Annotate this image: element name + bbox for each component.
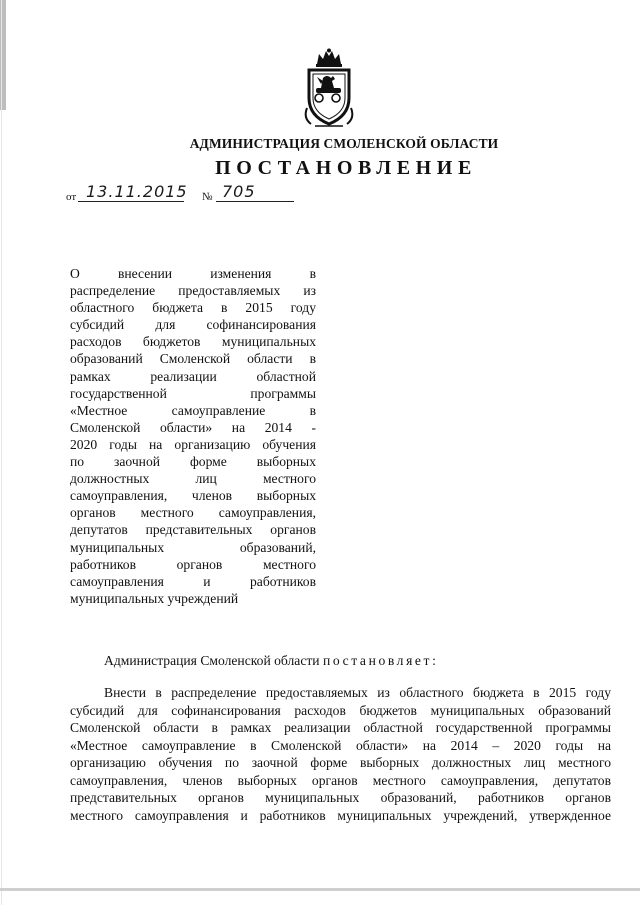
subject-line: государственной программы: [70, 385, 316, 401]
subject-line: депутатов представительных органов: [70, 522, 316, 538]
document-subject: [70, 265, 316, 607]
subject-line: «Местное самоуправление в: [70, 402, 316, 418]
body-paragraph: [70, 684, 611, 824]
subject-line: О внесении изменения в: [70, 266, 316, 281]
number-prefix: №: [202, 191, 213, 203]
subject-line: органов местного самоуправления,: [70, 505, 316, 521]
preamble-text: Администрация Смоленской области: [104, 653, 320, 668]
body-line: Внести в распределение предоставляемых из областного бюджета в 2015 году: [104, 685, 611, 700]
body-line: организацию обучения по заочной форме выборных должностных лиц местного: [70, 755, 611, 770]
subject-line: распределение предоставляемых из: [70, 283, 316, 299]
subject-line: расходов бюджетов муниципальных: [70, 334, 316, 350]
subject-line: самоуправления, членов выборных: [70, 488, 316, 504]
body-line: самоуправления, членов выборных органов местного самоуправления, депутатов: [70, 772, 611, 788]
body-line: представительных органов муниципальных образований, работников органов: [70, 790, 611, 805]
date-number-line: [66, 182, 326, 206]
subject-line: областного бюджета в 2015 году: [70, 300, 316, 316]
handwritten-date: 13.11.2015: [86, 182, 188, 201]
body-line: «Местное самоуправление в Смоленской области» на 2014 – 2020 годы на: [70, 737, 611, 753]
coat-of-arms-icon: [297, 48, 361, 130]
preamble-verb: постановляет:: [322, 653, 439, 668]
subject-line: субсидий для софинансирования: [70, 317, 316, 333]
body-line: субсидий для софинансирования расходов бюджетов муниципальных образований: [70, 702, 611, 718]
body-line: местного самоуправления и работников муниципальных учреждений, утвержденное: [70, 807, 611, 823]
subject-line: Смоленской области» на 2014 -: [70, 419, 316, 435]
scan-bottom-edge: [0, 888, 640, 891]
handwritten-number: 705: [222, 182, 256, 201]
document-type-title: ПОСТАНОВЛЕНИЕ: [215, 157, 477, 179]
subject-line: муниципальных учреждений: [70, 590, 239, 606]
body-line: Смоленской области в рамках реализации областной государственной программы: [70, 720, 611, 735]
subject-line: должностных лиц местного: [70, 471, 316, 487]
subject-line: образований Смоленской области в: [70, 351, 316, 367]
subject-line: самоуправления и работников: [70, 573, 316, 589]
preamble: [104, 653, 438, 669]
date-prefix: от: [66, 191, 77, 203]
subject-line: работников органов местного: [70, 556, 316, 572]
date-underline: [78, 201, 184, 202]
subject-line: муниципальных образований,: [70, 539, 316, 555]
organization-name: АДМИНИСТРАЦИЯ СМОЛЕНСКОЙ ОБЛАСТИ: [189, 136, 499, 151]
subject-line: рамках реализации областной: [70, 368, 316, 384]
subject-line: 2020 годы на организацию обучения: [70, 436, 316, 452]
subject-line: по заочной форме выборных: [70, 454, 316, 470]
number-underline: [216, 201, 294, 202]
